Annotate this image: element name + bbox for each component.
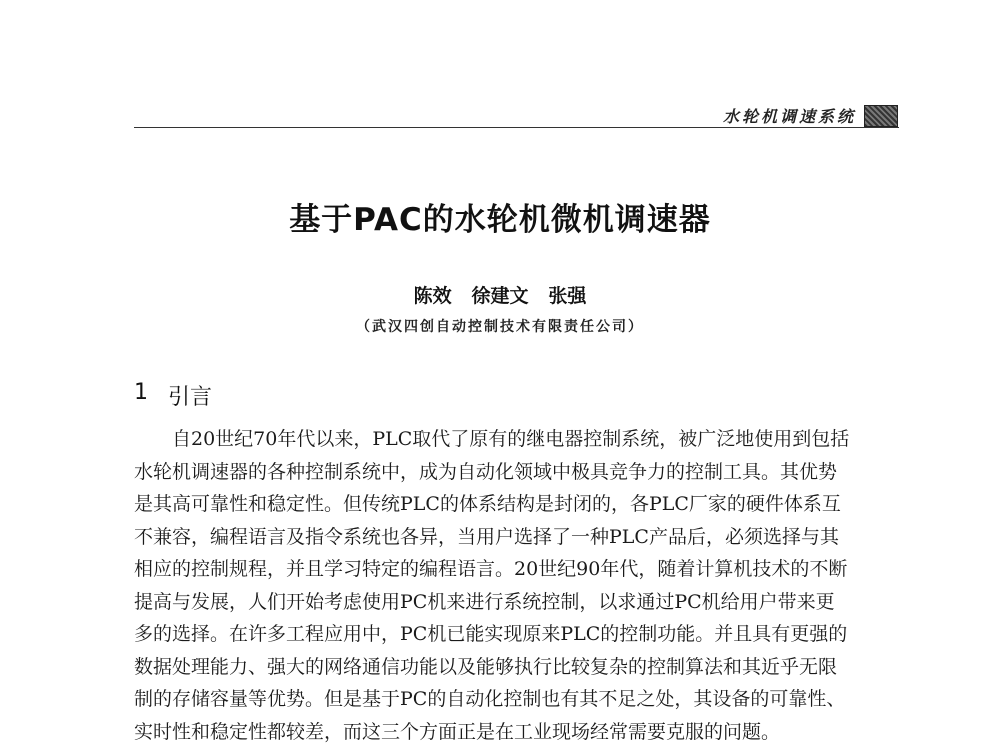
body-line: 相应的控制规程，并且学习特定的编程语言。20世纪90年代，随着计算机技术的不断 <box>134 558 848 580</box>
body-line: 是其高可靠性和稳定性。但传统PLC的体系结构是封闭的，各PLC厂家的硬件体系互 <box>134 493 841 515</box>
affiliation: （武汉四创自动控制技术有限责任公司） <box>356 319 644 335</box>
section-heading <box>134 380 212 411</box>
section-title: 引言 <box>168 385 213 410</box>
authors: 陈效 徐建文 张强 <box>413 285 587 307</box>
body-line: 数据处理能力、强大的网络通信功能以及能够执行比较复杂的控制算法和其近乎无限 <box>134 655 838 678</box>
body-line: 多的选择。在许多工程应用中，PC机已能实现原来PLC的控制功能。并且具有更强的 <box>134 623 848 645</box>
body-line: 制的存储容量等优势。但是基于PC的自动化控制也有其不足之处，其设备的可靠性、 <box>134 688 846 710</box>
running-head-text: 水轮机调速系统 <box>722 107 856 126</box>
body-line: 实时性和稳定性都较差，而这三个方面正是在工业现场经常需要克服的问题。 <box>134 720 781 743</box>
running-head <box>723 104 898 127</box>
body-line: 水轮机调速器的各种控制系统中，成为自动化领域中极具竞争力的控制工具。其优势 <box>134 460 838 483</box>
body-paragraph <box>134 423 900 743</box>
paper-title: 基于PAC的水轮机微机调速器 <box>289 202 711 238</box>
body-line: 自20世纪70年代以来，PLC取代了原有的继电器控制系统，被广泛地使用到包括 <box>172 428 850 450</box>
body-line: 不兼容，编程语言及指令系统也各异，当用户选择了一种PLC产品后，必须选择与其 <box>134 525 839 548</box>
section-number: 1 <box>134 380 148 405</box>
running-head-logo-icon <box>864 105 898 127</box>
body-line: 提高与发展，人们开始考虑使用PC机来进行系统控制，以求通过PC机给用户带来更 <box>134 590 835 613</box>
header-rule <box>134 127 899 128</box>
